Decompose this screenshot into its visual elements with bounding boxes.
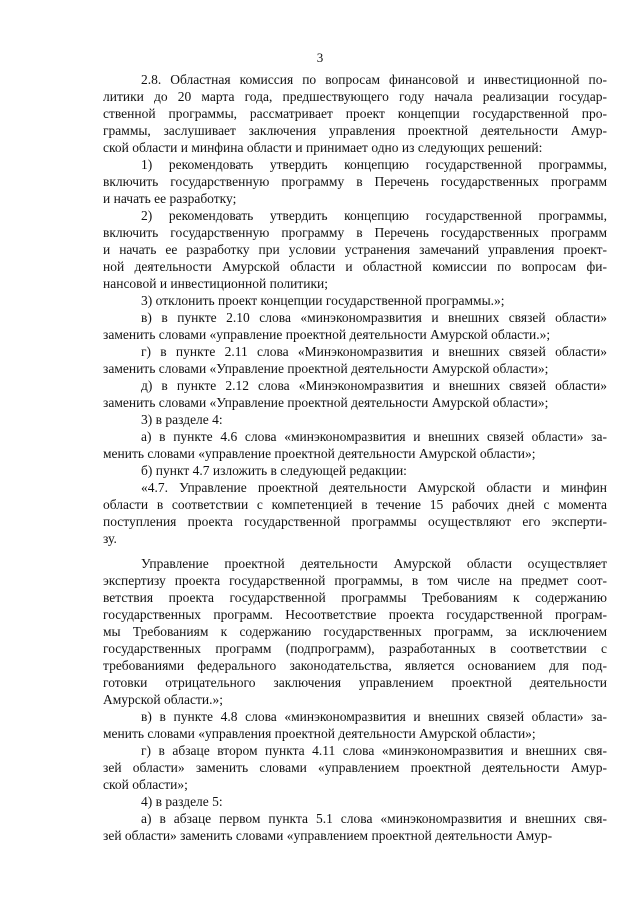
text-line: заменить словами «Управление проектной деятельности Амурской области»; [103, 395, 549, 410]
text-line: 4) в разделе 5: [141, 794, 223, 809]
paragraph [103, 810, 607, 844]
text-line: экспертизу проекта государственной программы, в том числе на предмет соот- [103, 573, 607, 588]
text-line: и начать ее разработку; [103, 191, 237, 206]
paragraph [103, 156, 607, 207]
text-line: а) в абзаце первом пункта 5.1 слова «минэкономразвития и внешних свя- [141, 811, 607, 826]
text-line: «4.7. Управление проектной деятельности Амурской области и минфин [141, 480, 607, 495]
text-line: и начать ее разработку при условии устранения замечаний управления проект- [103, 242, 607, 257]
text-line: требованиями федерального законодательства, является основанием для под- [103, 658, 607, 673]
text-line: ветствия проекта государственной программы Требованиям к содержанию [103, 590, 607, 605]
text-line: менить словами «управления проектной деятельности Амурской области»; [103, 726, 536, 741]
text-line: г) в абзаце втором пункта 4.11 слова «минэкономразвития и внешних свя- [141, 743, 607, 758]
text-line: Управление проектной деятельности Амурской области осуществляет [141, 556, 607, 571]
text-line: ской области и минфина области и принимает одно из следующих решений: [103, 140, 543, 155]
paragraph [103, 708, 607, 742]
page-number: 3 [316, 50, 324, 65]
text-line: готовки отрицательного заключения управлением проектной деятельности [103, 675, 607, 690]
text-line: а) в пункте 4.6 слова «минэкономразвития и внешних связей области» за- [141, 429, 607, 444]
paragraph [103, 377, 607, 411]
paragraph [103, 462, 607, 479]
text-line: 2.8. Областная комиссия по вопросам финансовой и инвестиционной по- [141, 72, 607, 87]
text-line: ной деятельности Амурской области и областной комиссии по вопросам фи- [103, 259, 607, 274]
text-line: граммы, заслушивает заключения управления проектной деятельности Амур- [103, 123, 607, 138]
text-line: включить государственную программу в Перечень государственных программ [103, 225, 607, 240]
text-line: зу. [103, 531, 117, 546]
paragraph-gap [103, 547, 607, 555]
paragraph [103, 411, 607, 428]
text-line: зей области» заменить словами «управлением проектной деятельности Амур- [103, 828, 553, 843]
paragraph [103, 428, 607, 462]
paragraph [103, 479, 607, 547]
paragraph [103, 71, 607, 156]
document-body [103, 71, 607, 844]
text-line: 2) рекомендовать утвердить концепцию государственной программы, [141, 208, 607, 223]
paragraph [103, 555, 607, 708]
text-line: ской области»; [103, 777, 188, 792]
text-line: 3) отклонить проект концепции государственной программы.»; [141, 293, 505, 308]
paragraph [103, 292, 607, 309]
text-line: Амурской области.»; [103, 692, 224, 707]
text-line: нансовой и инвестиционной политики; [103, 276, 329, 291]
text-line: включить государственную программу в Перечень государственных программ [103, 174, 607, 189]
paragraph [103, 742, 607, 793]
text-line: литики до 20 марта года, предшествующего году начала реализации государ- [103, 89, 607, 104]
text-line: области в соответствии с компетенцией в течение 15 рабочих дней с момента [103, 497, 607, 512]
text-line: д) в пункте 2.12 слова «Минэкономразвития и внешних связей области» [141, 378, 607, 393]
text-line: зей области» заменить словами «управлением проектной деятельности Амур- [103, 760, 607, 775]
text-line: поступления проекта государственной программы осуществляют его эксперти- [103, 514, 607, 529]
paragraph [103, 309, 607, 343]
text-line: в) в пункте 4.8 слова «минэкономразвития и внешних связей области» за- [141, 709, 607, 724]
text-line: 1) рекомендовать утвердить концепцию государственной программы, [141, 157, 607, 172]
text-line: 3) в разделе 4: [141, 412, 223, 427]
text-line: заменить словами «управление проектной деятельности Амурской области.»; [103, 327, 551, 342]
paragraph [103, 793, 607, 810]
text-line: ственной программы, рассматривает проект концепции государственной про- [103, 106, 607, 121]
text-line: б) пункт 4.7 изложить в следующей редакции: [141, 463, 407, 478]
text-line: в) в пункте 2.10 слова «минэкономразвития и внешних связей области» [141, 310, 607, 325]
text-line: менить словами «управление проектной деятельности Амурской области»; [103, 446, 536, 461]
text-line: государственных программ (подпрограмм), разработанных в соответствии с [103, 641, 607, 656]
text-line: мы Требованиям к содержанию государственных программ, за исключением [103, 624, 607, 639]
text-line: г) в пункте 2.11 слова «Минэкономразвития и внешних связей области» [141, 344, 607, 359]
text-line: государственных программ. Несоответствие проекта государственной програм- [103, 607, 607, 622]
paragraph [103, 343, 607, 377]
text-line: заменить словами «Управление проектной деятельности Амурской области»; [103, 361, 549, 376]
paragraph [103, 207, 607, 292]
